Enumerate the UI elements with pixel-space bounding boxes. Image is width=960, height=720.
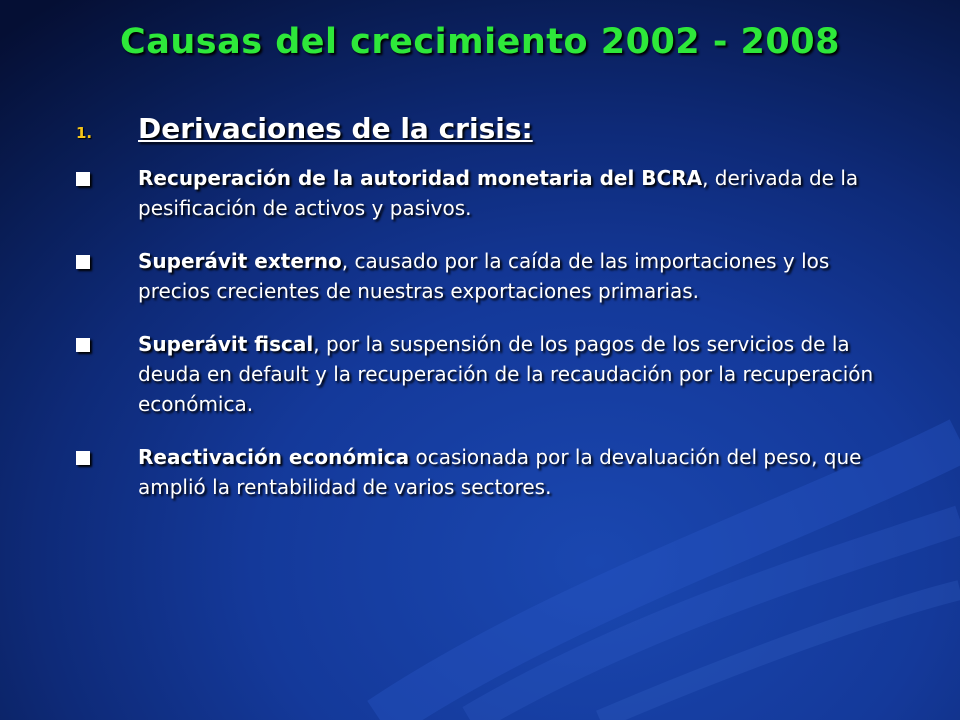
bullet-list [76,163,896,525]
bullet-bold-text: Superávit fiscal [138,332,314,356]
bullet-text [138,442,896,502]
bullet-rest-text: , derivada de la pesificación de activos y pasivos. [138,166,859,220]
bullet-item [76,329,896,419]
section-heading [76,112,533,145]
bullet-text [138,163,896,223]
section-heading-text: Derivaciones de la crisis: [138,112,533,145]
bullet-bold-text: Superávit externo [138,249,342,273]
square-bullet-icon [76,255,90,269]
bullet-bold-text: Reactivación económica [138,445,410,469]
bullet-rest-text: , por la suspensión de los pagos de los servicios de la deuda en default y la recuperación de la recaudación por la recuperación económica. [138,332,874,416]
bullet-item [76,163,896,223]
bullet-bold-text: Recuperación de la autoridad monetaria del BCRA [138,166,703,190]
bullet-rest-text: , causado por la caída de las importaciones y los precios crecientes de nuestras exportaciones primarias. [138,249,830,303]
square-bullet-icon [76,451,90,465]
square-bullet-icon [76,338,90,352]
section-number: 1. [76,124,93,142]
bullet-rest-text: ocasionada por la devaluación del peso, que amplió la rentabilidad de varios sectores. [138,445,862,499]
bullet-item [76,246,896,306]
slide-title: Causas del crecimiento 2002 - 2008 [120,22,840,62]
bullet-text [138,329,896,419]
square-bullet-icon [76,172,90,186]
bullet-item [76,442,896,502]
bullet-text [138,246,896,306]
